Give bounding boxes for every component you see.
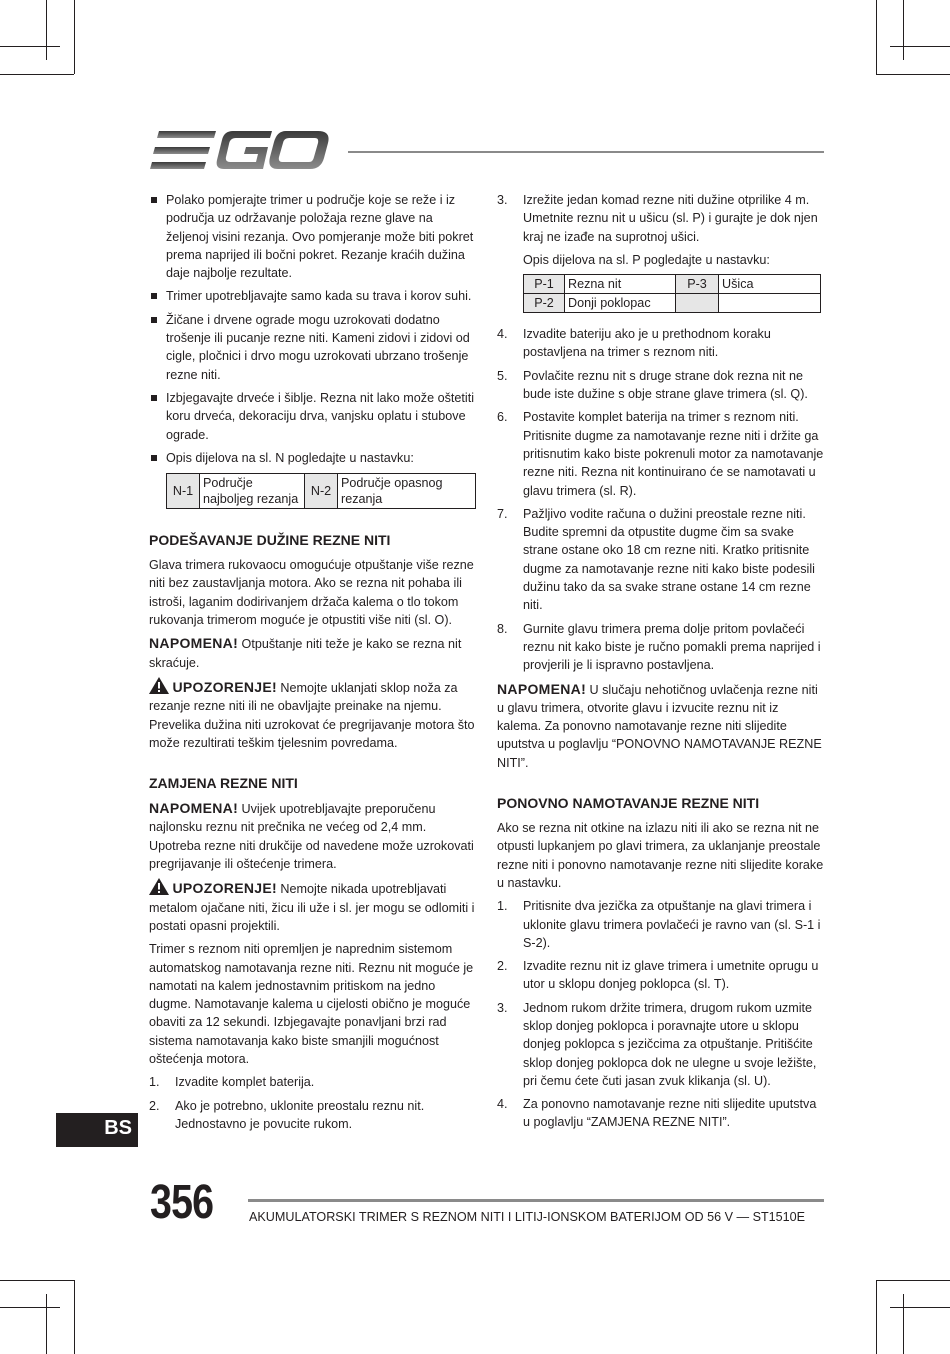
table-row (524, 294, 821, 313)
step-number: 3. (497, 1000, 508, 1015)
part-code: P-1 (524, 275, 565, 294)
crop-mark (46, 0, 47, 60)
step-text: Gurnite glavu trimera prema dolje pritom povlačeći reznu nit kako biste je ručno pomakli prema naprijed i provjerili je li ispravno postavljena. (523, 621, 821, 673)
crop-mark (903, 0, 904, 60)
crop-mark (0, 1307, 60, 1308)
bullet-item: Polako pomjerajte trimer u područje koje se reže i iz područja uz održavanje položaja rezne glave na željenoj visini rezanja. Ovo pomjeranje može biti pokret prema naprijed ili bočni pokret. Rezanje kraćih dužina daje najbolje rezultate. (149, 191, 477, 282)
step-text: Izrežite jedan komad rezne niti dužine otprilike 4 m. Umetnite reznu nit u ušicu (sl. P) i gurajte je dok njen kraj ne izađe na suprotnoj ušici. (523, 193, 818, 244)
warning-icon (149, 677, 169, 694)
warning-label: UPOZORENJE! (172, 880, 277, 897)
section-heading: PODEŠAVANJE DUŽINE REZNE NITI (149, 532, 391, 549)
step-number: 4. (497, 1097, 508, 1112)
part-desc: Područje najboljeg rezanja (200, 474, 305, 509)
numbered-step (497, 957, 825, 994)
section-heading: ZAMJENA REZNE NITI (149, 775, 298, 792)
numbered-step (149, 1097, 477, 1134)
numbered-step (497, 325, 825, 362)
crop-mark (0, 74, 74, 75)
numbered-step (497, 999, 825, 1090)
numbered-step (497, 1095, 825, 1132)
page-number: 356 (150, 1176, 214, 1229)
part-desc: Ušica (719, 275, 821, 294)
step-number: 1. (497, 899, 508, 914)
step-number: 6. (497, 410, 508, 425)
table-row (167, 474, 476, 509)
step-text: Postavite komplet baterija na trimer s reznom niti. Pritisnite dugme za namotavanje rezne niti i držite ga pritisnutim kako biste pokrenuli motor za namotavanje rezne niti. Rezna nit kontinuirano će se namotavati u glavu trimera (sl. R). (523, 410, 824, 498)
step-text: Za ponovno namotavanje rezne niti slijedite uputstva u poglavlju “ZAMJENA REZNE NITI”. (523, 1097, 817, 1130)
note (149, 799, 477, 873)
part-code: N-1 (167, 474, 200, 509)
warning (149, 677, 477, 752)
bullet-item: Opis dijelova na sl. N pogledajte u nastavku: (149, 449, 477, 467)
part-desc (719, 294, 821, 313)
paragraph: Opis dijelova na sl. P pogledajte u nastavku: (523, 252, 770, 267)
table-row (524, 275, 821, 294)
bullet-item: Trimer upotrebljavajte samo kada su trava i korov suhi. (149, 287, 477, 305)
left-column (149, 191, 477, 1138)
crop-mark (890, 1307, 950, 1308)
part-desc: Rezna nit (565, 275, 676, 294)
crop-mark (876, 0, 877, 74)
crop-mark (890, 46, 950, 47)
numbered-step (497, 367, 825, 404)
language-tab (56, 1113, 138, 1147)
warning-label: UPOZORENJE! (172, 678, 277, 695)
note (149, 634, 477, 672)
note-text: U slučaju nehotičnog uvlačenja rezne niti u glavu trimera, otvorite glavu i izvucite reznu nit iz kalema. Za ponovno namotavanje rezne niti slijedite uputstva u poglavlju “PONOVNO NAMOTAVANJE REZNE NITI”. (497, 682, 822, 770)
note-text: Otpuštanje niti teže je kako se rezna nit skraćuje. (149, 637, 462, 670)
numbered-step (497, 897, 825, 952)
crop-mark (0, 1280, 74, 1281)
right-column (497, 191, 825, 1137)
step-text: Izvadite reznu nit iz glave trimera i umetnite oprugu u utor u sklopu donjeg poklopca (sl. T). (523, 959, 819, 992)
part-code: P-3 (676, 275, 719, 294)
warning-icon (149, 878, 169, 895)
note (497, 680, 825, 772)
step-text: Jednom rukom držite trimera, drugom rukom uzmite sklop donjeg poklopca i poravnajte utore u sklopu donjeg poklopca s jezičcima za otpuštanje. Pritišćite sklop donjeg poklopca dok ne ulegne u svoje ležište, pri čemu ćete čuti jasan zvuk klikanja (sl. U). (523, 1000, 817, 1088)
bullet-item: Žičane i drvene ograde mogu uzrokovati dodatno trošenje ili pucanje rezne niti. Kameni zidovi i zidovi od cigle, pločnici i drvo mogu uzrokovati ubrzano trošenje rezne niti. (149, 311, 477, 384)
note-text: Uvijek upotrebljavajte preporučenu najlonsku reznu nit prečnika ne većeg od 2,4 mm. Upotreba rezne niti drukčije od navedene može uzrokovati pregrijavanje ili oštećenje trimera. (149, 802, 474, 872)
numbered-step (497, 505, 825, 615)
part-code: N-2 (305, 474, 338, 509)
ego-logo (150, 131, 330, 171)
warning-text: Nemojte uklanjati sklop noža za rezanje rezne niti ili ne obavljajte preinake na njemu. Prevelika dužina niti uzrokovat će pregrijavanje motora što može rezultirati teškim tjelesnim povredama. (149, 680, 475, 750)
crop-mark (74, 0, 75, 74)
parts-table-n (166, 473, 476, 509)
crop-mark (0, 46, 60, 47)
numbered-step (497, 191, 825, 246)
step-number: 2. (497, 959, 508, 974)
paragraph: Glava trimera rukovaocu omogućuje otpuštanje više rezne niti bez zaustavljanja motora. Ako se rezna nit pohaba ili istroši, laganim dodirivanjem držača kalema o tlo tokom rukovanja trimerom moguće je otpustiti više niti (sl. O). (149, 558, 474, 628)
step-text: Povlačite reznu nit s druge strane dok rezna nit ne bude iste dužine s obje strane glave trimera (sl. Q). (523, 368, 808, 402)
step-text: Pritisnite dva jezička za otpuštanje na glavi trimera i uklonite glavu trimera povlačeći je ravno van (sl. S-1 i S-2). (523, 899, 821, 950)
step-text: Izvadite bateriju ako je u prethodnom koraku postavljena na trimer s reznom niti. (523, 327, 771, 360)
step-text: Izvadite komplet baterija. (175, 1075, 315, 1090)
crop-mark (74, 1280, 75, 1354)
crop-mark (876, 74, 950, 75)
step-number: 3. (497, 193, 508, 207)
bullet-item: Izbjegavajte drveće i šiblje. Rezna nit lako može oštetiti koru drveća, dekoraciju drva, vanjsku oplatu i stubove ograde. (149, 389, 477, 444)
language-code: BS (104, 1117, 132, 1139)
part-code (676, 294, 719, 313)
footer-rule (248, 1199, 824, 1202)
parts-table-p (523, 274, 821, 313)
step-text: Ako je potrebno, uklonite preostalu reznu nit. Jednostavno je povucite rukom. (175, 1098, 425, 1131)
paragraph: Trimer s reznom niti opremljen je naprednim sistemom automatskog namotavanja rezne niti. Reznu nit moguće je namotati na kalem jednostavnim pritiskom na jedno dugme. Namotavanje kalema u cijelosti obično je moguće obaviti za 12 sekundi. Izbjegavajte ponavljani brzi rad sistema namotavanja kako biste smanjili mogućnost oštećenja motora. (149, 942, 474, 1066)
step-text: Pažljivo vodite računa o dužini preostale rezne niti. Budite spremni da otpustite dugme čim sa svake strane ostane oko 18 cm rezne niti. Kratko pritisnite dugme za namotavanje rezne niti kako biste podesili dužinu tako da sa svake strane ostane 14 cm rezne niti. (523, 506, 815, 613)
step-number: 2. (149, 1098, 160, 1113)
footer-title: AKUMULATORSKI TRIMER S REZNOM NITI I LITIJ-IONSKOM BATERIJOM OD 56 V — ST1510E (249, 1210, 806, 1224)
crop-mark (903, 1294, 904, 1354)
step-number: 5. (497, 368, 508, 383)
crop-mark (876, 1280, 877, 1354)
numbered-step (497, 620, 825, 675)
section-heading: PONOVNO NAMOTAVANJE REZNE NITI (497, 795, 760, 812)
crop-mark (876, 1280, 950, 1281)
note-label: NAPOMENA! (149, 800, 239, 817)
part-code: P-2 (524, 294, 565, 313)
paragraph: Ako se rezna nit otkine na izlazu niti ili ako se rezna nit ne otpusti lupkanjem po glavi trimera, za uklanjanje preostale rezne niti i ponovno namotavanje rezne niti slijedite korake u nastavku. (497, 821, 824, 890)
header-rule (348, 151, 824, 153)
numbered-step (149, 1073, 477, 1091)
numbered-step (497, 408, 825, 499)
step-number: 4. (497, 327, 508, 342)
crop-mark (46, 1294, 47, 1354)
part-desc: Područje opasnog rezanja (338, 474, 476, 509)
note-label: NAPOMENA! (497, 680, 587, 697)
step-number: 1. (149, 1075, 160, 1090)
note-label: NAPOMENA! (149, 635, 239, 652)
part-desc: Donji poklopac (565, 294, 676, 313)
warning (149, 878, 477, 935)
warning-text: Nemojte nikada upotrebljavati metalom ojačane niti, žicu ili uže i sl. jer mogu se odlomiti i postati opasni projektili. (149, 882, 475, 933)
step-number: 8. (497, 621, 508, 636)
step-number: 7. (497, 506, 508, 521)
